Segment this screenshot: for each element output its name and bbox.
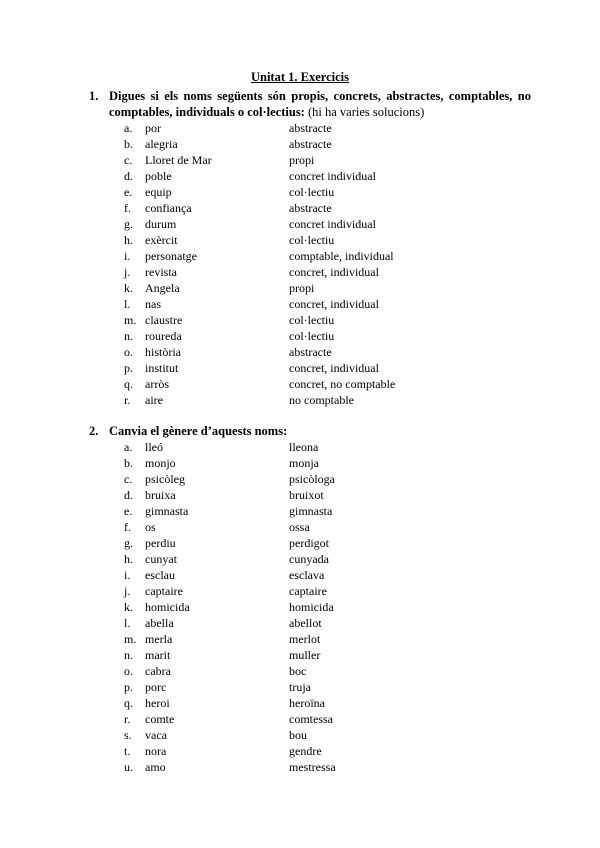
question-2 (89, 423, 531, 439)
item-answer: propi (289, 153, 315, 167)
item-answer: cunyada (289, 552, 329, 566)
list-item (0, 583, 600, 599)
item-word: porc (145, 680, 167, 694)
item-answer: comptable, individual (289, 249, 394, 263)
item-answer: boc (289, 664, 307, 678)
item-word: exèrcit (145, 233, 178, 247)
item-letter: j. (124, 584, 131, 598)
item-letter: r. (124, 393, 131, 407)
list-item (0, 392, 600, 408)
list-item (0, 615, 600, 631)
item-answer: esclava (289, 568, 325, 582)
item-answer: abstracte (289, 137, 332, 151)
item-answer: concret individual (289, 217, 376, 231)
item-word: bruixa (145, 488, 176, 502)
item-letter: s. (124, 728, 132, 742)
item-word: alegria (145, 137, 178, 151)
question-1-note: (hi ha varies solucions) (304, 105, 425, 119)
item-word: merla (145, 632, 173, 646)
item-letter: u. (124, 760, 133, 774)
item-answer: col·lectiu (289, 233, 335, 247)
item-word: perdiu (145, 536, 176, 550)
item-answer: concret individual (289, 169, 376, 183)
list-item (0, 503, 600, 519)
list-item (0, 248, 600, 264)
item-answer: abstracte (289, 201, 332, 215)
item-answer: concret, individual (289, 265, 379, 279)
item-answer: monja (289, 456, 319, 470)
item-word: equip (145, 185, 172, 199)
item-answer: col·lectiu (289, 185, 335, 199)
list-item (0, 136, 600, 152)
item-letter: e. (124, 504, 133, 518)
list-item (0, 184, 600, 200)
item-answer: abstracte (289, 121, 332, 135)
item-word: gimnasta (145, 504, 189, 518)
item-word: claustre (145, 313, 183, 327)
item-word: institut (145, 361, 179, 375)
list-item (0, 455, 600, 471)
item-answer: col·lectiu (289, 329, 335, 343)
item-letter: g. (124, 536, 133, 550)
item-letter: t. (124, 744, 131, 758)
item-letter: l. (124, 297, 131, 311)
item-letter: m. (124, 632, 137, 646)
item-word: monjo (145, 456, 176, 470)
list-item (0, 264, 600, 280)
item-letter: o. (124, 345, 133, 359)
item-answer: psicòloga (289, 472, 335, 486)
item-letter: h. (124, 233, 133, 247)
item-word: roureda (145, 329, 182, 343)
list-item (0, 439, 600, 455)
item-letter: o. (124, 664, 133, 678)
item-letter: a. (124, 121, 133, 135)
item-letter: k. (124, 600, 133, 614)
item-letter: p. (124, 361, 133, 375)
item-word: durum (145, 217, 177, 231)
item-word: marit (145, 648, 171, 662)
item-answer: no comptable (289, 393, 354, 407)
item-answer: merlot (289, 632, 321, 646)
item-letter: h. (124, 552, 133, 566)
list-item (0, 727, 600, 743)
item-word: cunyat (145, 552, 177, 566)
item-letter: n. (124, 329, 133, 343)
list-item (0, 631, 600, 647)
item-letter: r. (124, 712, 131, 726)
item-answer: mestressa (289, 760, 336, 774)
item-letter: m. (124, 313, 137, 327)
item-answer: ossa (289, 520, 310, 534)
item-word: abella (145, 616, 174, 630)
item-word: cabra (145, 664, 171, 678)
list-item (0, 567, 600, 583)
list-item (0, 120, 600, 136)
item-letter: e. (124, 185, 133, 199)
item-word: por (145, 121, 161, 135)
item-letter: i. (124, 568, 131, 582)
item-word: comte (145, 712, 175, 726)
list-item (0, 376, 600, 392)
question-1 (89, 88, 531, 120)
item-letter: i. (124, 249, 131, 263)
item-letter: l. (124, 616, 131, 630)
item-word: nas (145, 297, 161, 311)
item-word: amo (145, 760, 166, 774)
list-item (0, 663, 600, 679)
item-word: psicòleg (145, 472, 185, 486)
list-item (0, 296, 600, 312)
item-word: personatge (145, 249, 197, 263)
item-answer: gendre (289, 744, 322, 758)
list-item (0, 711, 600, 727)
item-letter: f. (124, 520, 131, 534)
list-item (0, 200, 600, 216)
item-letter: c. (124, 472, 133, 486)
item-word: Lloret de Mar (145, 153, 212, 167)
item-answer: abstracte (289, 345, 332, 359)
item-word: vaca (145, 728, 167, 742)
item-letter: f. (124, 201, 131, 215)
question-2-prompt (109, 423, 531, 439)
item-word: os (145, 520, 156, 534)
list-item (0, 360, 600, 376)
item-word: aire (145, 393, 163, 407)
page-title: Unitat 1. Exercicis (250, 70, 350, 84)
item-answer: lleona (289, 440, 319, 454)
item-answer: bruixot (289, 488, 324, 502)
item-word: homicida (145, 600, 190, 614)
item-word: heroi (145, 696, 170, 710)
question-2-prompt-text: Canvia el gènere d’aquests noms: (109, 424, 288, 438)
item-letter: b. (124, 456, 133, 470)
list-item (0, 216, 600, 232)
list-item (0, 232, 600, 248)
item-letter: b. (124, 137, 133, 151)
list-item (0, 280, 600, 296)
item-answer: heroïna (289, 696, 325, 710)
list-item (0, 152, 600, 168)
item-letter: d. (124, 169, 133, 183)
item-answer: bou (289, 728, 307, 742)
list-item (0, 743, 600, 759)
list-item (0, 312, 600, 328)
item-word: esclau (145, 568, 175, 582)
item-letter: g. (124, 217, 133, 231)
question-1-prompt-text: Digues si els noms següents són propis, concrets, abstractes, comptables, no comptables, individuals o col·lectius: (109, 89, 531, 119)
item-letter: j. (124, 265, 131, 279)
list-item (0, 679, 600, 695)
list-item (0, 759, 600, 775)
item-letter: q. (124, 377, 133, 391)
list-item (0, 695, 600, 711)
item-letter: p. (124, 680, 133, 694)
question-1-number: 1. (89, 89, 99, 103)
item-letter: c. (124, 153, 133, 167)
item-answer: abellot (289, 616, 322, 630)
item-answer: comtessa (289, 712, 333, 726)
question-1-prompt (109, 88, 531, 120)
item-word: Angela (145, 281, 180, 295)
item-letter: k. (124, 281, 133, 295)
item-answer: gimnasta (289, 504, 333, 518)
item-word: revista (145, 265, 177, 279)
list-item (0, 344, 600, 360)
item-letter: q. (124, 696, 133, 710)
item-answer: truja (289, 680, 311, 694)
list-item (0, 535, 600, 551)
list-item (0, 471, 600, 487)
item-word: arròs (145, 377, 169, 391)
item-word: captaire (145, 584, 183, 598)
list-item (0, 487, 600, 503)
list-item (0, 519, 600, 535)
item-answer: concret, no comptable (289, 377, 396, 391)
list-item (0, 599, 600, 615)
item-word: història (145, 345, 181, 359)
question-2-number: 2. (89, 424, 99, 438)
item-answer: concret, individual (289, 361, 379, 375)
item-answer: concret, individual (289, 297, 379, 311)
list-item (0, 647, 600, 663)
item-answer: homicida (289, 600, 334, 614)
item-word: nora (145, 744, 167, 758)
item-answer: perdigot (289, 536, 329, 550)
item-answer: captaire (289, 584, 327, 598)
item-letter: d. (124, 488, 133, 502)
list-item (0, 168, 600, 184)
item-word: poble (145, 169, 172, 183)
item-answer: muller (289, 648, 321, 662)
list-item (0, 551, 600, 567)
item-answer: col·lectiu (289, 313, 335, 327)
item-word: lleó (145, 440, 163, 454)
item-word: confiança (145, 201, 192, 215)
item-letter: n. (124, 648, 133, 662)
list-item (0, 328, 600, 344)
item-answer: propi (289, 281, 315, 295)
item-letter: a. (124, 440, 133, 454)
